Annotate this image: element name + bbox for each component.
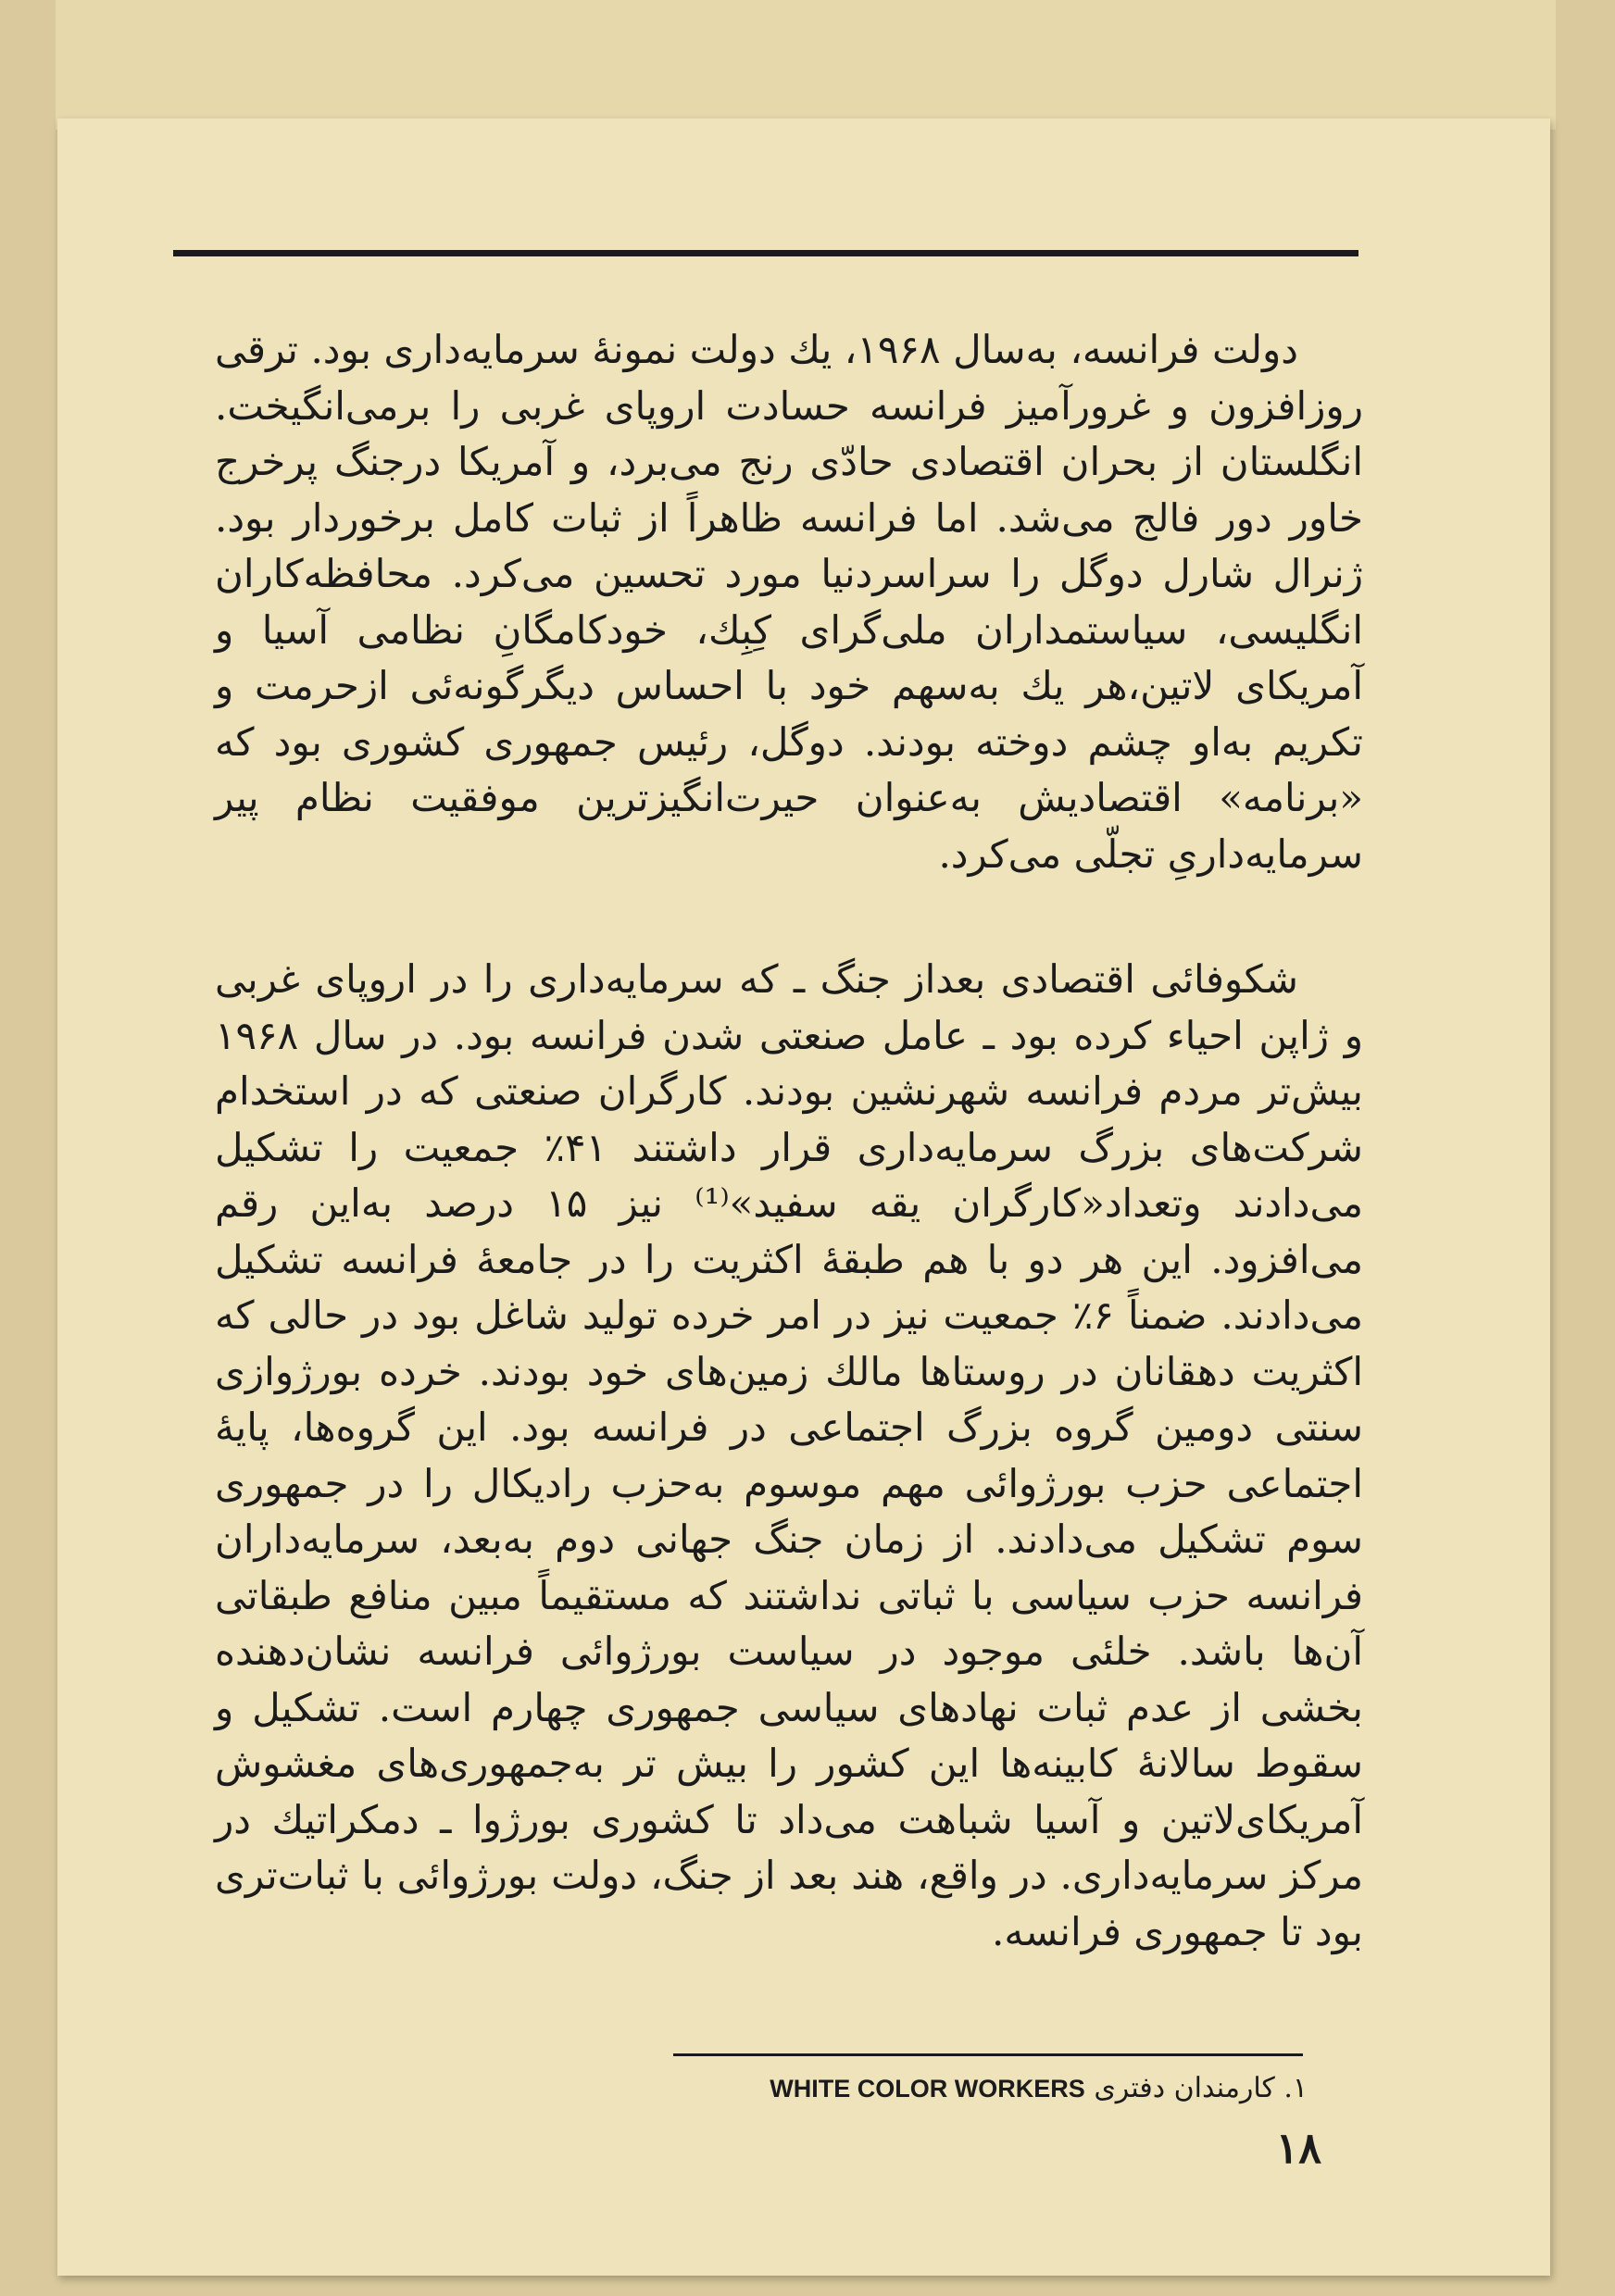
footnote-text: ۱. کارمندان دفتری [1094,2072,1308,2104]
paragraph-1-text: دولت فرانسه، به‌سال ۱۹۶۸، یك دولت نمونهٔ سرمایه‌داری بود. ترقی روزافزون و غرورآمیز فرانسه حسادت اروپای غربی را برمی‌انگیخت. انگلستان از بحران اقتصادی حادّی رنج می‌برد، و آمریکا درجنگ پرخرج خاور دور فالج می‌شد. اما فرانسه ظاهراً از ثبات کامل برخوردار بود. ژنرال شارل دوگل را سراسردنیا مورد تحسین می‌کرد. محافظه‌کاران انگلیسی، سیاستمداران ملی‌گرای کِبِك، خودکامگانِ نظامی آسیا و آمریکای لاتین،هر یك به‌سهم خود با احساس دیگرگونه‌ئی ازحرمت و تکریم به‌او چشم دوخته بودند. دوگل، رئیس جمهوری کشوری بود که «برنامه» اقتصادیش به‌عنوان حیرت‌انگیزترین موفقیت نظام پیر سرمایه‌داریِ تجلّی می‌کرد. [215,327,1363,877]
backdrop-previous-page [56,0,1556,130]
paragraph-2-text: شکوفائی اقتصادی بعداز جنگ ـ که سرمایه‌داری را در اروپای غربی و ژاپن احیاء کرده بود ـ عامل صنعتی شدن فرانسه بود. در سال ۱۹۶۸ بیش‌تر مردم فرانسه شهرنشین بودند. کارگران صنعتی که در استخدام شرکت‌های بزرگ سرمایه‌داری قرار داشتند ۴۱٪ جمعیت را تشکیل می‌دادند وتعداد«کارگران یقه سفید»⁽¹⁾ نیز ۱۵ درصد به‌این رقم می‌افزود. این هر دو با هم طبقهٔ اکثریت را در جامعهٔ فرانسه تشکیل می‌دادند. ضمناً ۶٪ جمعیت نیز در امر خرده تولید شاغل بود در حالی که اکثریت دهقانان در روستاها مالك زمین‌های خود بودند. خرده بورژوازی سنتی دومین گروه بزرگ اجتماعی در فرانسه بود. این گروه‌ها، پایهٔ اجتماعی حزب بورژوائی مهم موسوم به‌حزب رادیکال را در جمهوری سوم تشکیل می‌دادند. از زمان جنگ جهانی دوم به‌بعد، سرمایه‌داران فرانسه حزب سیاسی با ثباتی نداشتند که مستقیماً مبین منافع طبقاتی آن‌ها باشد. خلئی موجود در سیاست بورژوائی فرانسه نشان‌دهنده بخشی از عدم ثبات نهادهای سیاسی جمهوری چهارم است. تشکیل و سقوط سالانهٔ کابینه‌ها این کشور را بیش تر به‌جمهوری‌های مغشوش آمریکای‌لاتین و آسیا شباهت می‌داد تا کشوری بورژوا ـ دمکراتیك در مرکز سرمایه‌داری. در واقع، هند بعد از جنگ، دولت بورژوائی با ثبات‌تری بود تا جمهوری فرانسه. [215,956,1364,1954]
paragraph-2 [215,952,1363,1960]
paragraph-1 [215,322,1363,882]
footnote [669,2068,1308,2109]
footnote-rule [673,2053,1303,2056]
page-number: ۱۸ [1275,2123,1321,2173]
header-rule [173,250,1358,256]
book-page [57,119,1550,2276]
footnote-english: WHITE COLOR WORKERS [770,2075,1085,2103]
